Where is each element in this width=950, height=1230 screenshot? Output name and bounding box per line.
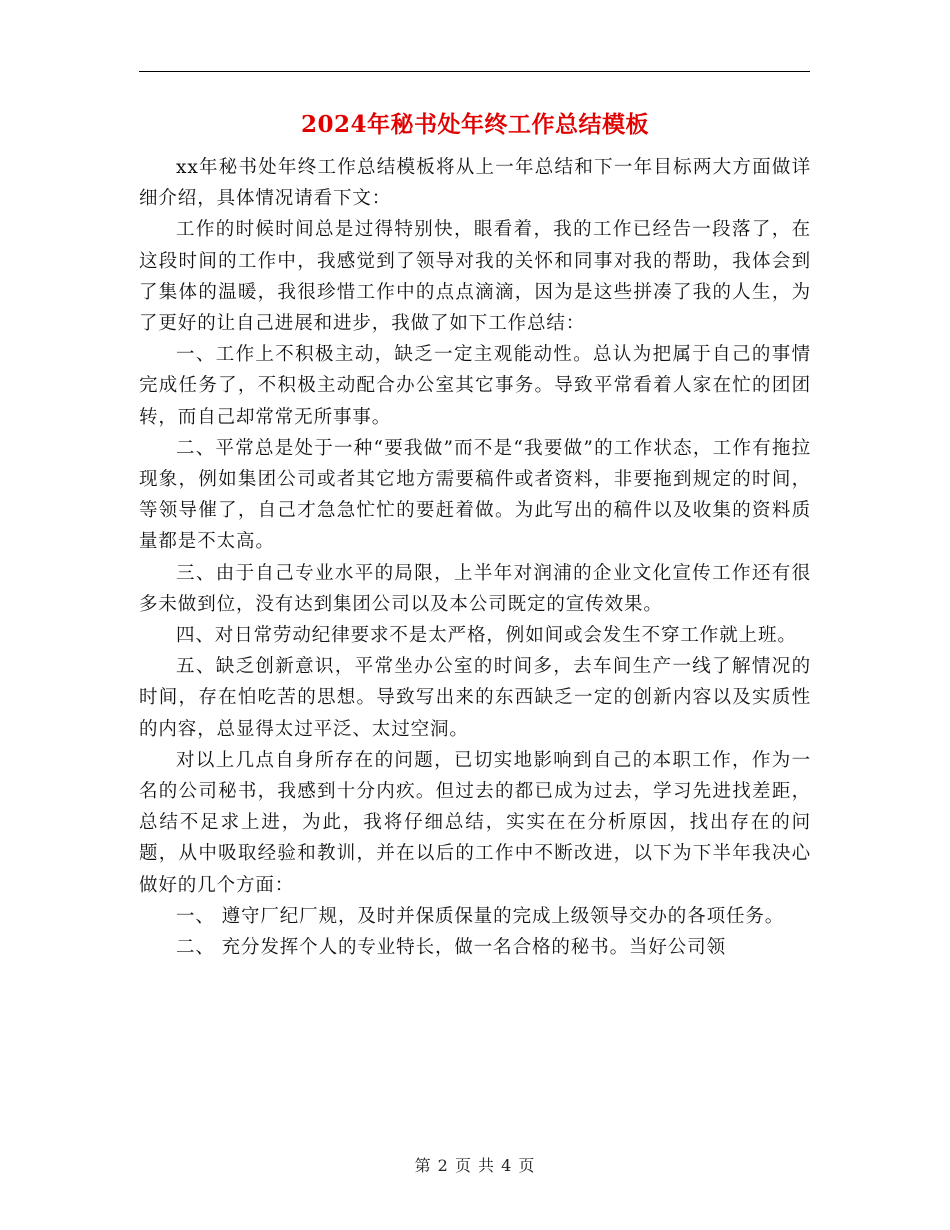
paragraph-point-4: 四、对日常劳动纪律要求不是太严格，例如间或会发生不穿工作就上班。 [176, 625, 797, 647]
paragraph-goal-1: 一、 遵守厂纪厂规，及时并保质保量的完成上级领导交办的各项任务。 [176, 905, 785, 927]
paragraph-point-3: 三、由于自己专业水平的局限，上半年对润浦的企业文化宣传工作还有很多未做到位，没有达到集团公司以及本公司既定的宣传效果。 [139, 562, 811, 615]
paragraph-point-2: 二、平常总是处于一种“要我做”而不是“我要做”的工作状态，工作有拖拉现象，例如集团公司或者其它地方需要稿件或者资料，非要拖到规定的时间，等领导催了，自己才急急忙忙的要赶着做。为此写出的稿件以及收集的资料质量都是不太高。 [139, 437, 811, 553]
paragraph-intro: xx年秘书处年终工作总结模板将从上一年总结和下一年目标两大方面做详细介绍，具体情况请看下文： [139, 157, 811, 210]
paragraph-point-5: 五、缺乏创新意识，平常坐办公室的时间多，去车间生产一线了解情况的时间，存在怕吃苦的思想。导致写出来的东西缺乏一定的创新内容以及实质性的内容，总显得太过平泛、太过空洞。 [139, 656, 811, 740]
page-number-footer: 第 2 页 共 4 页 [414, 1156, 536, 1175]
paragraph-goal-2: 二、 充分发挥个人的专业特长，做一名合格的秘书。当好公司领 [176, 937, 726, 959]
paragraph-reflection: 对以上几点自身所存在的问题，已切实地影响到自己的本职工作，作为一名的公司秘书，我感到十分内疚。但过去的都已成为过去，学习先进找差距，总结不足求上进，为此，我将仔细总结，实实在在分析原因，找出存在的问题，从中吸取经验和教训，并在以后的工作中不断改进，以下为下半年我决心做好的几个方面： [139, 749, 811, 896]
paragraph-point-1: 一、工作上不积极主动，缺乏一定主观能动性。总认为把属于自己的事情完成任务了，不积极主动配合办公室其它事务。导致平常看着人家在忙的团团转，而自己却常常无所事事。 [139, 344, 811, 428]
document-title: 2024年秘书处年终工作总结模板 [300, 111, 649, 138]
header-rule [139, 71, 810, 72]
paragraph-preface: 工作的时候时间总是过得特别快，眼看着，我的工作已经告一段落了，在这段时间的工作中，我感觉到了领导对我的关怀和同事对我的帮助，我体会到了集体的温暖，我很珍惜工作中的点点滴滴，因为是这些拼凑了我的人生，为了更好的让自己进展和进步，我做了如下工作总结： [139, 219, 811, 335]
document-body [139, 152, 811, 963]
